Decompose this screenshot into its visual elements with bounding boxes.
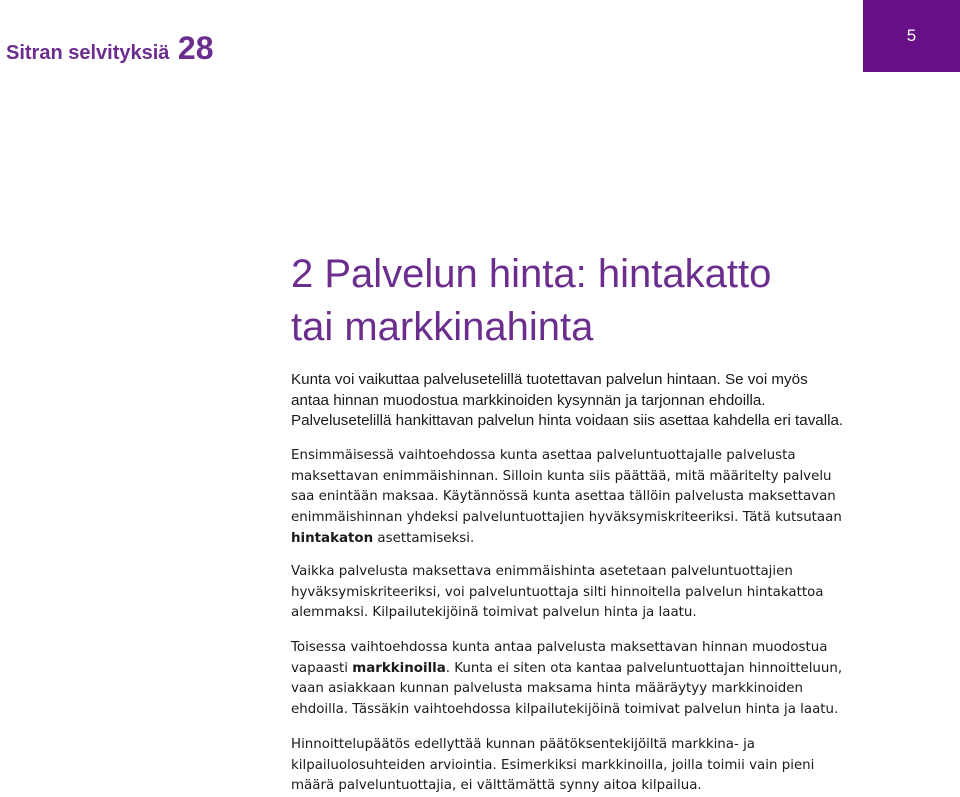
paragraph-line: vapaasti [291,660,353,676]
series-label [6,30,213,67]
paragraph-line: Toisessa vaihtoehdossa kunta antaa palvelusta maksettavan hinnan muodostua [291,640,828,655]
term-hintakatto: hintakaton [291,530,374,546]
paragraph-line: kilpailuolosuhteiden arviointia. Esimerkiksi markkinoilla, joilla toimii vain pieni [291,757,815,773]
series-number: 28 [177,30,214,66]
lead-line-1: Kunta voi vaikuttaa palvelusetelillä tuotettavan palvelun hintaan. Se voi myös [291,371,808,388]
paragraph-line: saa enintään maksaa. Käytännössä kunta asettaa tällöin palvelusta maksettavan [291,489,836,505]
chapter-title-line-2: tai markkinahinta [291,305,594,349]
term-markkinoilla: markkinoilla [352,660,446,676]
lead-line-3: Palvelusetelillä hankittavan palvelun hinta voidaan siis asettaa kahdella eri tavalla. [291,412,844,429]
page-number: 5 [906,26,917,45]
paragraph-line: asettamiseksi. [373,530,475,546]
paragraph-line: Hinnoittelupäätös edellyttää kunnan päätöksentekijöiltä markkina- ja [291,737,756,752]
paragraph-market-price [291,638,931,721]
paragraph-line: . Kunta ei siten ota kantaa palveluntuottajan hinnoitteluun, [445,660,843,676]
paragraph-line: Vaikka palvelusta maksettava enimmäishinta asetetaan palveluntuottajien [291,564,793,579]
paragraph-line: Ensimmäisessä vaihtoehdossa kunta asettaa palveluntuottajalle palvelusta [291,448,796,463]
lead-line-2: antaa hinnan muodostua markkinoiden kysynnän ja tarjonnan ehdoilla. [291,391,766,409]
chapter-title [291,248,931,354]
paragraph-line: määrä palveluntuottajia, ei välttämättä synny aitoa kilpailua. [291,778,702,794]
paragraph-line: ehdoilla. Tässäkin vaihtoehdossa kilpailutekijöinä toimivat palvelun hinta ja laatu. [291,702,839,718]
paragraph-line: vaan asiakkaan kunnan palvelusta maksama hinta määräytyy markkinoiden [291,681,804,697]
series-name: Sitran selvityksiä [6,42,170,64]
paragraph-pricing-decision [291,735,931,797]
paragraph-line: enimmäishinnan yhdeksi palveluntuottajien hyväksymiskriteeriksi. Tätä kutsutaan [291,510,842,526]
paragraph-price-cap [291,446,931,550]
page-number-box [863,0,960,72]
paragraph-price-cap-competition [291,562,931,624]
paragraph-line: maksettavan enimmäishinnan. Silloin kunta siis päättää, mitä määritelty palvelu [291,468,832,484]
chapter-title-line-1: 2 Palvelun hinta: hintakatto [291,252,772,296]
paragraph-line: alemmaksi. Kilpailutekijöinä toimivat palvelun hinta ja laatu. [291,605,697,621]
lead-paragraph [291,370,911,432]
paragraph-line: hyväksymiskriteeriksi, voi palveluntuottaja silti hinnoitella palvelun hintakattoa [291,584,824,600]
